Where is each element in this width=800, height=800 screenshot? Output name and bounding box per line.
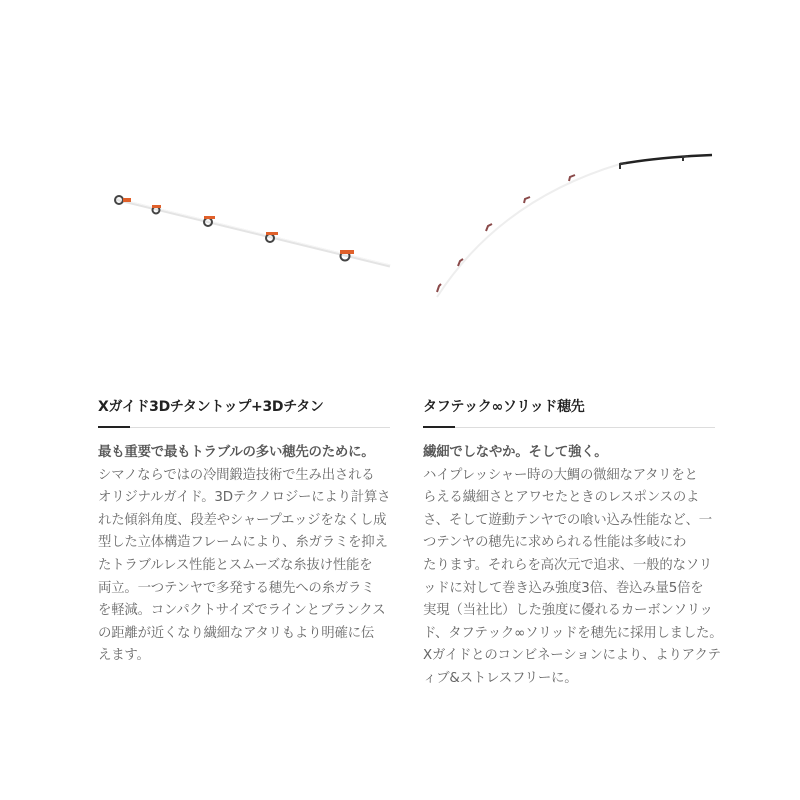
straight-rod-tip-image: [115, 196, 390, 266]
body-line: シマノならではの冷間鍛造技術で生み出される: [98, 467, 375, 483]
section-x-guide: [98, 396, 398, 668]
divider-accent: [423, 426, 455, 428]
guide-icon: [524, 197, 530, 203]
section-body: [98, 442, 398, 668]
body-line: Xガイドとのコンビネーションにより、よりアクテ: [423, 648, 721, 664]
section-heading: タフテック∞ソリッド穂先: [423, 399, 585, 415]
body-line: ィブ&ストレスフリーに。: [423, 670, 578, 686]
body-line: 実現（当社比）した強度に優れるカーボンソリッ: [423, 603, 713, 619]
body-line: らえる繊細さとアワセたときのレスポンスのよ: [423, 490, 700, 506]
body-line: 両立。一つテンヤで多発する穂先への糸ガラミ: [98, 580, 375, 596]
guide-icon: [683, 156, 688, 161]
body-line: さ、そして遊動テンヤでの喰い込み性能など、一: [423, 512, 712, 528]
body-line: たトラブルレス性能とスムーズな糸抜け性能を: [98, 557, 373, 573]
divider: [98, 427, 390, 428]
divider: [423, 427, 715, 428]
guide-icon: [620, 163, 626, 169]
guide-icon: [486, 224, 492, 231]
body-line: を軽減。コンパクトサイズでラインとブランクス: [98, 603, 386, 619]
body-line: たります。それらを高次元で追求、一般的なソリ: [423, 557, 713, 573]
section-toughtec-solid: [423, 396, 723, 691]
body-line: ハイプレッシャー時の大鯛の微細なアタリをと: [423, 467, 698, 483]
section-heading: Xガイド3Dチタントップ+3Dチタン: [98, 399, 324, 415]
body-line: オリジナルガイド。3Dテクノロジーにより計算さ: [98, 490, 391, 506]
body-line: つテンヤの穂先に求められる性能は多岐にわ: [423, 535, 687, 551]
body-line: えます。: [98, 648, 150, 664]
section-lead: 繊細でしなやか。そして強く。: [423, 445, 608, 460]
bent-rod-tip-image: [437, 155, 712, 297]
product-images: [0, 0, 800, 340]
body-line: ド、タフテック∞ソリッドを穂先に採用しました。: [423, 625, 723, 641]
section-body: [423, 442, 723, 691]
body-line: ッドに対して巻き込み強度3倍、巻込み量5倍を: [423, 580, 704, 596]
body-line: 型した立体構造フレームにより、糸ガラミを抑え: [98, 535, 388, 551]
body-line: の距離が近くなり繊細なアタリもより明確に伝: [98, 625, 375, 641]
divider-accent: [98, 426, 130, 428]
section-lead: 最も重要で最もトラブルの多い穂先のために。: [98, 445, 375, 460]
body-line: れた傾斜角度、段差やシャープエッジをなくし成: [98, 512, 387, 528]
